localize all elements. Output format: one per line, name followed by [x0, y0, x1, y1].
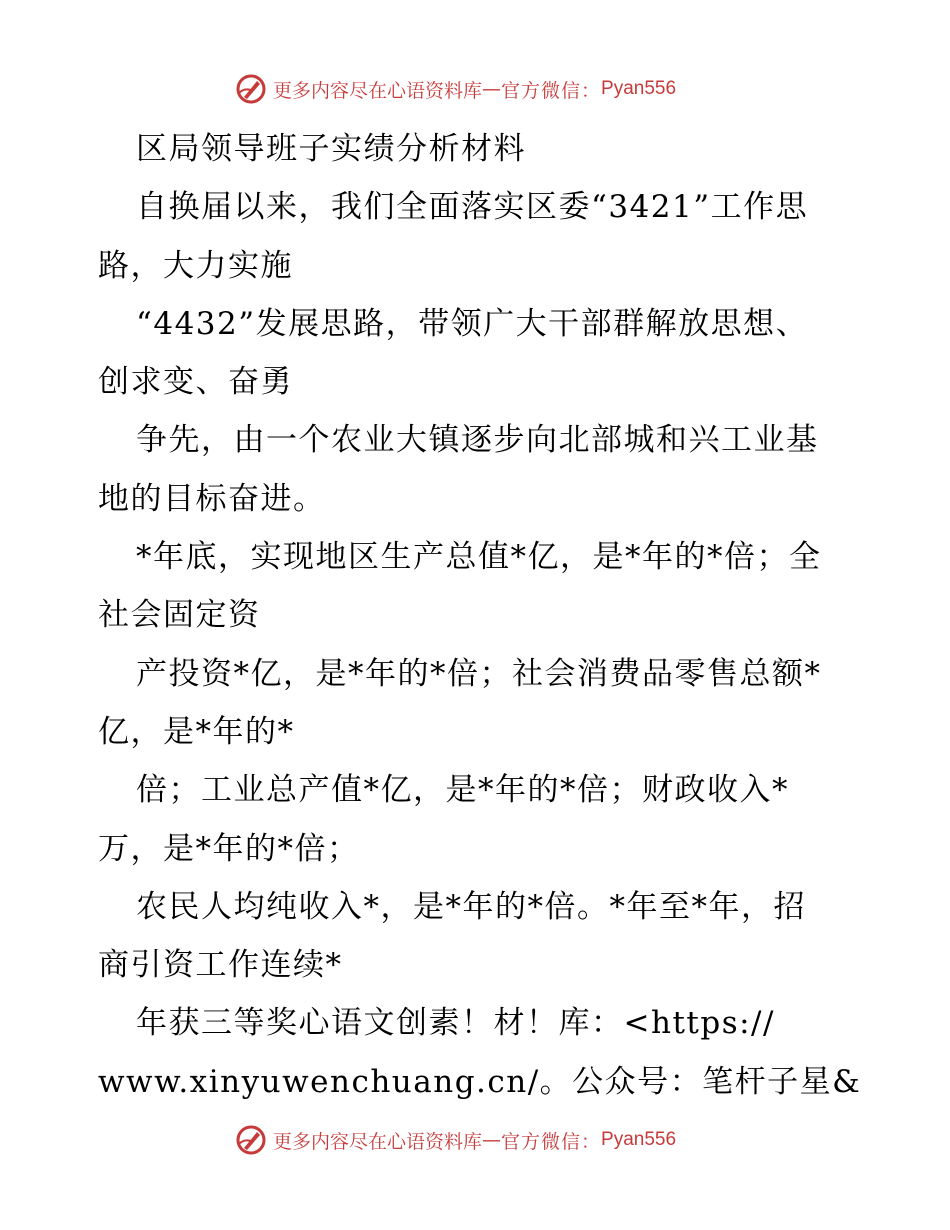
doc-line: 商引资工作连续* — [98, 947, 343, 984]
doc-line: “4432”发展思路，带领广大干部群解放思想、 — [136, 305, 809, 342]
doc-line: 路，大力实施 — [98, 247, 293, 284]
doc-line: *年底，实现地区生产总值*亿，是*年的*倍；全 — [136, 539, 822, 576]
doc-line: 倍；工业总产值*亿，是*年的*倍；财政收入* — [136, 772, 789, 809]
doc-line: 农民人均纯收入*，是*年的*倍。*年至*年，招 — [136, 888, 806, 925]
banner-wechat-label: 官方微信： — [501, 1130, 602, 1153]
banner-separator: — — [482, 78, 502, 100]
banner-wechat-id: Pyan556 — [601, 1129, 677, 1150]
document-body — [98, 120, 862, 1111]
banner-wechat-id: Pyan556 — [601, 78, 677, 99]
footer-watermark-banner — [235, 1124, 755, 1156]
doc-line: www.xinyuwenchuang.cn/。公众号：笔杆子星& — [98, 1063, 862, 1100]
banner-main-text: 更多内容尽在心语资料库 — [273, 1130, 483, 1153]
banner-wechat-label: 官方微信： — [501, 79, 602, 102]
doc-line: 自换届以来，我们全面落实区委“3421”工作思 — [136, 189, 809, 226]
header-watermark-banner — [235, 73, 755, 105]
doc-title: 区局领导班子实绩分析材料 — [136, 131, 526, 167]
banner-separator: — — [482, 1129, 502, 1151]
doc-line: 亿，是*年的* — [98, 713, 295, 750]
banner-main-text: 更多内容尽在心语资料库 — [273, 79, 483, 102]
doc-line: 社会固定资 — [98, 597, 261, 634]
pen-logo-icon — [235, 73, 267, 105]
doc-line: 年获三等奖心语文创素！材！库：<https:// — [136, 1005, 775, 1042]
doc-line: 万，是*年的*倍； — [98, 830, 360, 867]
doc-line: 地的目标奋进。 — [98, 480, 326, 517]
doc-line: 产投资*亿，是*年的*倍；社会消费品零售总额* — [136, 655, 822, 692]
doc-line: 创求变、奋勇 — [98, 364, 293, 401]
pen-logo-icon — [235, 1124, 267, 1156]
doc-line: 争先，由一个农业大镇逐步向北部城和兴工业基 — [136, 422, 819, 459]
